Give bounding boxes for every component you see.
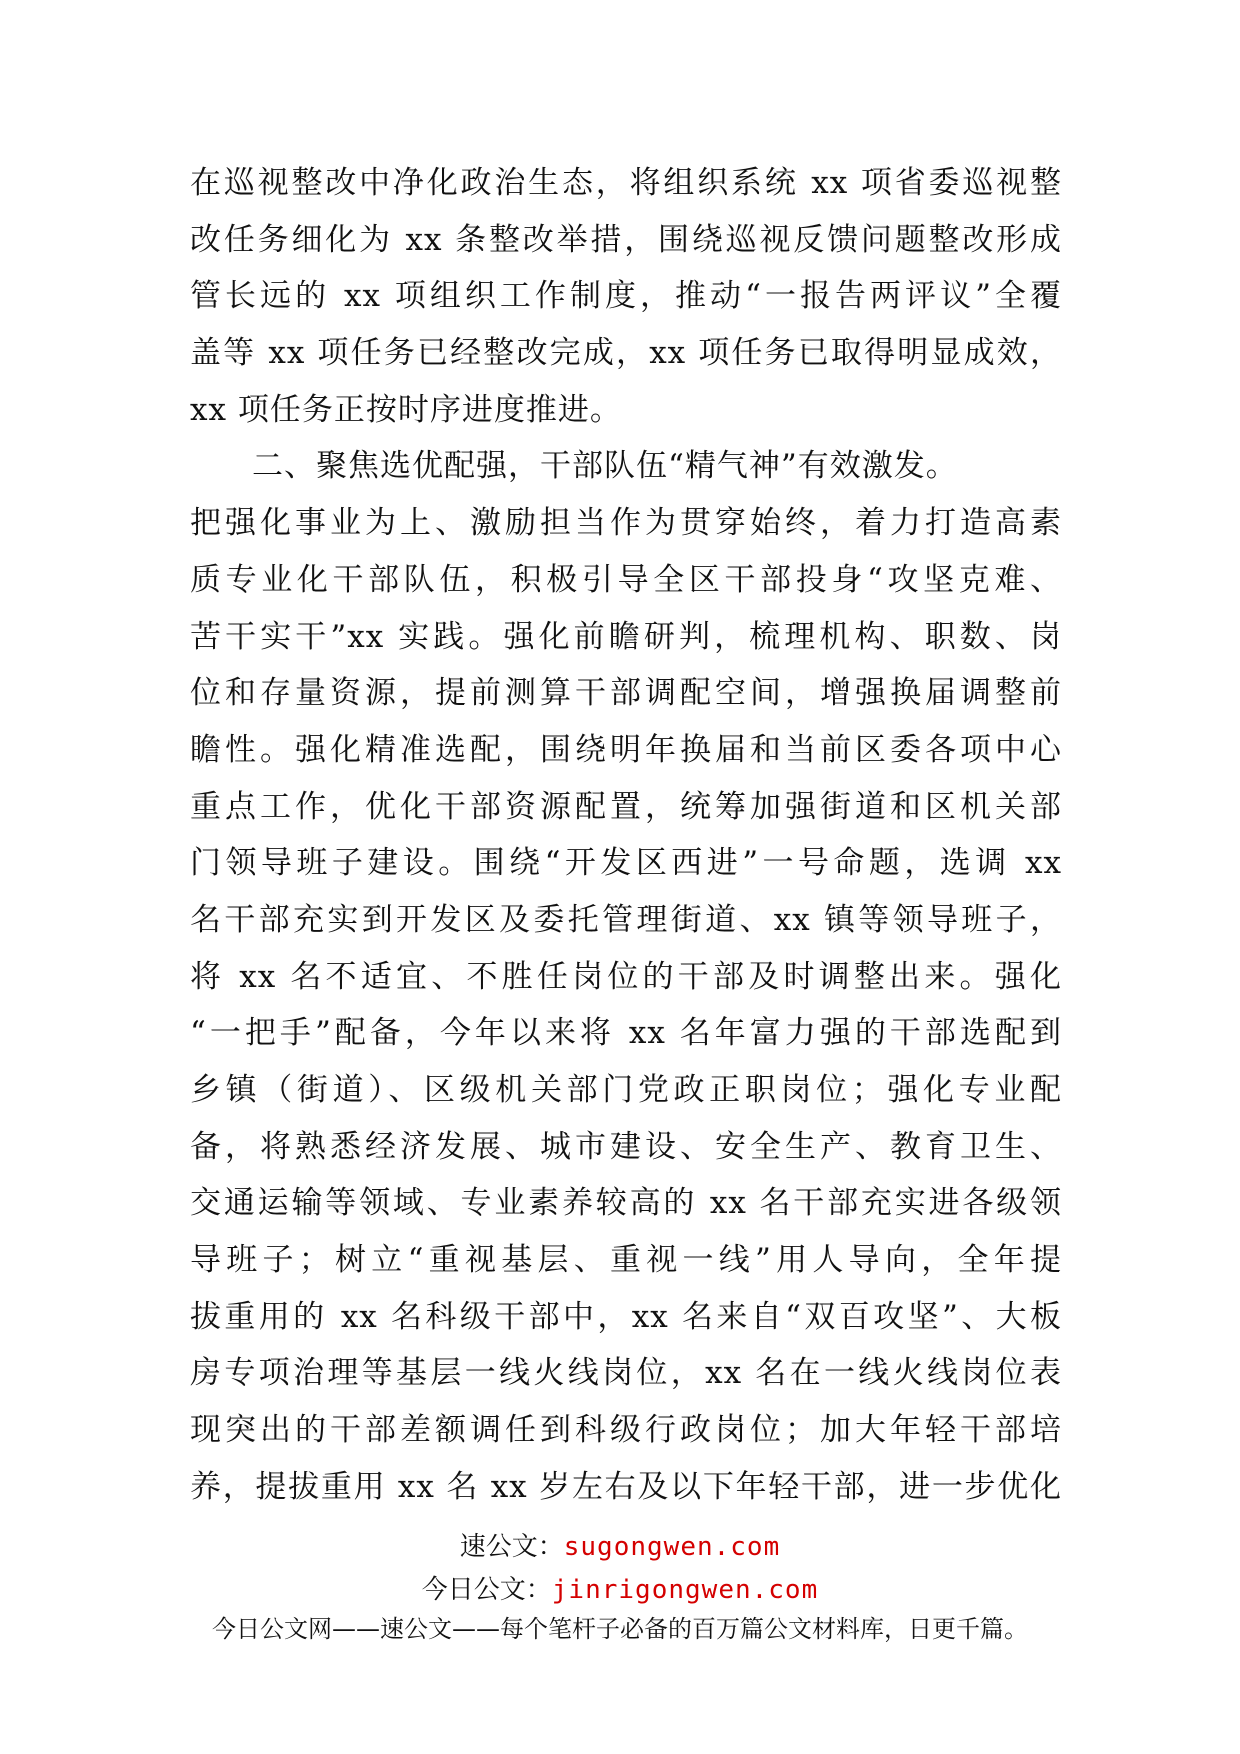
footer-slogan-text: 今日公文网——速公文——每个笔杆子必备的百万篇公文材料库，日更千篇。	[212, 1615, 1028, 1643]
paragraph-line: 名干部充实到开发区及委托管理街道、xx 镇等领导班子，	[190, 901, 1062, 938]
paragraph-line: 重点工作，优化干部资源配置，统筹加强街道和区机关部	[190, 788, 1062, 825]
paragraph-line: “一把手”配备，今年以来将 xx 名年富力强的干部选配到	[190, 1015, 1062, 1052]
paragraph-line: 盖等 xx 项任务已经整改完成，xx 项任务已取得明显成效，	[190, 335, 1062, 372]
paragraph-line: 改任务细化为 xx 条整改举措，围绕巡视反馈问题整改形成	[190, 221, 1062, 258]
paragraph-line: 把强化事业为上、激励担当作为贯穿始终，着力打造高素	[190, 505, 1062, 542]
footer-label-jinrigongwen: 今日公文：	[421, 1575, 552, 1605]
section-heading: 二、聚焦选优配强，干部队伍“精气神”有效激发。	[252, 448, 958, 485]
paragraph-line: 现突出的干部差额调任到科级行政岗位；加大年轻干部培	[190, 1412, 1062, 1449]
paragraph-line: 导班子；树立“重视基层、重视一线”用人导向，全年提	[190, 1242, 1062, 1279]
paragraph-line: 管长远的 xx 项组织工作制度，推动“一报告两评议”全覆	[190, 278, 1062, 315]
footer-slogan	[0, 1612, 1240, 1646]
paragraph-line: 在巡视整改中净化政治生态，将组织系统 xx 项省委巡视整	[190, 165, 1062, 201]
footer-link-sugongwen[interactable]: sugongwen.com	[563, 1532, 781, 1562]
paragraph-line: 养，提拔重用 xx 名 xx 岁左右及以下年轻干部，进一步优化	[190, 1468, 1062, 1505]
paragraph-line: 备，将熟悉经济发展、城市建设、安全生产、教育卫生、	[190, 1128, 1062, 1165]
paragraph-line: 交通运输等领域、专业素养较高的 xx 名干部充实进各级领	[190, 1185, 1062, 1222]
footer-label-sugongwen: 速公文：	[459, 1532, 564, 1562]
paragraph-line: 将 xx 名不适宜、不胜任岗位的干部及时调整出来。强化	[190, 958, 1062, 995]
paragraph-line: 苦干实干”xx 实践。强化前瞻研判，梳理机构、职数、岗	[190, 618, 1062, 655]
document-body	[190, 155, 1062, 1516]
footer-sugongwen	[0, 1530, 1240, 1564]
footer-link-jinrigongwen[interactable]: jinrigongwen.com	[551, 1575, 819, 1605]
paragraph-line: 门领导班子建设。围绕“开发区西进”一号命题，选调 xx	[190, 845, 1062, 882]
paragraph-line: 拔重用的 xx 名科级干部中，xx 名来自“双百攻坚”、大板	[190, 1298, 1062, 1335]
paragraph-line: 位和存量资源，提前测算干部调配空间，增强换届调整前	[190, 675, 1062, 712]
paragraph-line: xx 项任务正按时序进度推进。	[190, 391, 622, 428]
paragraph-line: 瞻性。强化精准选配，围绕明年换届和当前区委各项中心	[190, 731, 1062, 768]
paragraph-line: 质专业化干部队伍，积极引导全区干部投身“攻坚克难、	[190, 561, 1062, 598]
paragraph-line: 房专项治理等基层一线火线岗位，xx 名在一线火线岗位表	[190, 1355, 1062, 1392]
footer-jinrigongwen	[0, 1573, 1240, 1607]
paragraph-line: 乡镇（街道）、区级机关部门党政正职岗位；强化专业配	[190, 1072, 1062, 1108]
